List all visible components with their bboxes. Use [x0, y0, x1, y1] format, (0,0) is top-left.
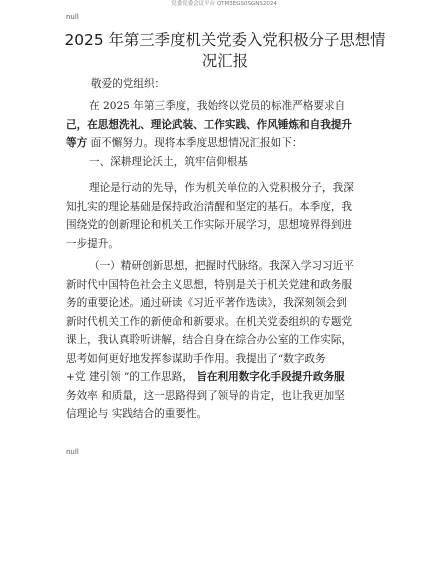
intro-line-2-lead: 己，: [66, 118, 88, 131]
subsection-1-line-1: （一）精研创新思想，把握时代脉络。我深入学习习近平: [89, 260, 354, 272]
intro-line-3: [66, 134, 386, 153]
subsection-1-line-2: 新时代中国特色社会主义思想，特别是关于机关党建和政务服: [66, 278, 353, 291]
intro-paragraph: [66, 97, 386, 153]
null-marker-top: null: [66, 13, 79, 21]
document-title: [60, 30, 390, 72]
subsection-1-line-3: 务的重要论述。通过研读《习近平著作选读》，我深刻领会到: [66, 297, 347, 309]
subsection-1-bold-phrase: 旨在利用数字化手段提升政务服: [196, 371, 345, 383]
subsection-1-line-6: 思考如何更好地发挥参谋助手作用。我提出了“数字政务: [66, 352, 326, 365]
intro-line-1: 在 2025 年第三季度，我始终以党员的标准严格要求自: [89, 100, 346, 112]
subsection-1-line-4: 新时代机关工作的新使命和新要求。在机关党委组织的专题党: [66, 315, 353, 328]
section-1-heading: 一、深耕理论沃土，筑牢信仰根基: [89, 156, 248, 168]
salutation: 敬爱的党组织：: [91, 78, 166, 90]
subsection-1-line-5: 课上，我认真聆听讲解，结合自身在综合办公室的工作实际，: [66, 334, 353, 346]
section-1-paragraph: [66, 179, 386, 253]
title-line-2: 况汇报: [201, 52, 249, 70]
section-1-line-4: 一步提升。: [66, 237, 119, 250]
intro-line-3-rest: 面不懈努力。现将本季度思想情况汇报如下：: [90, 137, 303, 149]
top-watermark-bar: 党委党委会议平台 QTM3EGS0SGNS2024: [171, 1, 277, 7]
subsection-1-line-9: 信理论与 实践结合的重要性。: [66, 408, 208, 420]
subsection-1-line-8: 务效率 和质量，这一思路得到了领导的肯定，也让我更加坚: [66, 389, 345, 402]
intro-line-2: [66, 116, 386, 135]
subsection-1-paragraph: [66, 257, 386, 424]
section-1-line-1: 理论是行动的先导，作为机关单位的入党积极分子，我深: [89, 182, 354, 194]
null-marker-bottom: null: [66, 448, 79, 456]
title-line-1: 2025 年第三季度机关党委入党积极分子思想情: [64, 31, 386, 49]
intro-line-3-lead: 等方: [66, 137, 88, 149]
section-1-line-3: 围绕党的创新理论和机关工作实际开展学习，思想境界得到进: [66, 219, 353, 231]
subsection-1-line-7: [66, 368, 386, 387]
intro-bold-phrase: 在思想洗礼、理论武装、工作实践、作风锤炼和自我提升: [87, 118, 353, 131]
subsection-1-line-7-lead: +党 建引领 ”的工作思路，: [66, 371, 193, 383]
section-1-line-2: 知扎实的理论基础是保持政治清醒和坚定的基石。本季度，我: [66, 200, 353, 213]
